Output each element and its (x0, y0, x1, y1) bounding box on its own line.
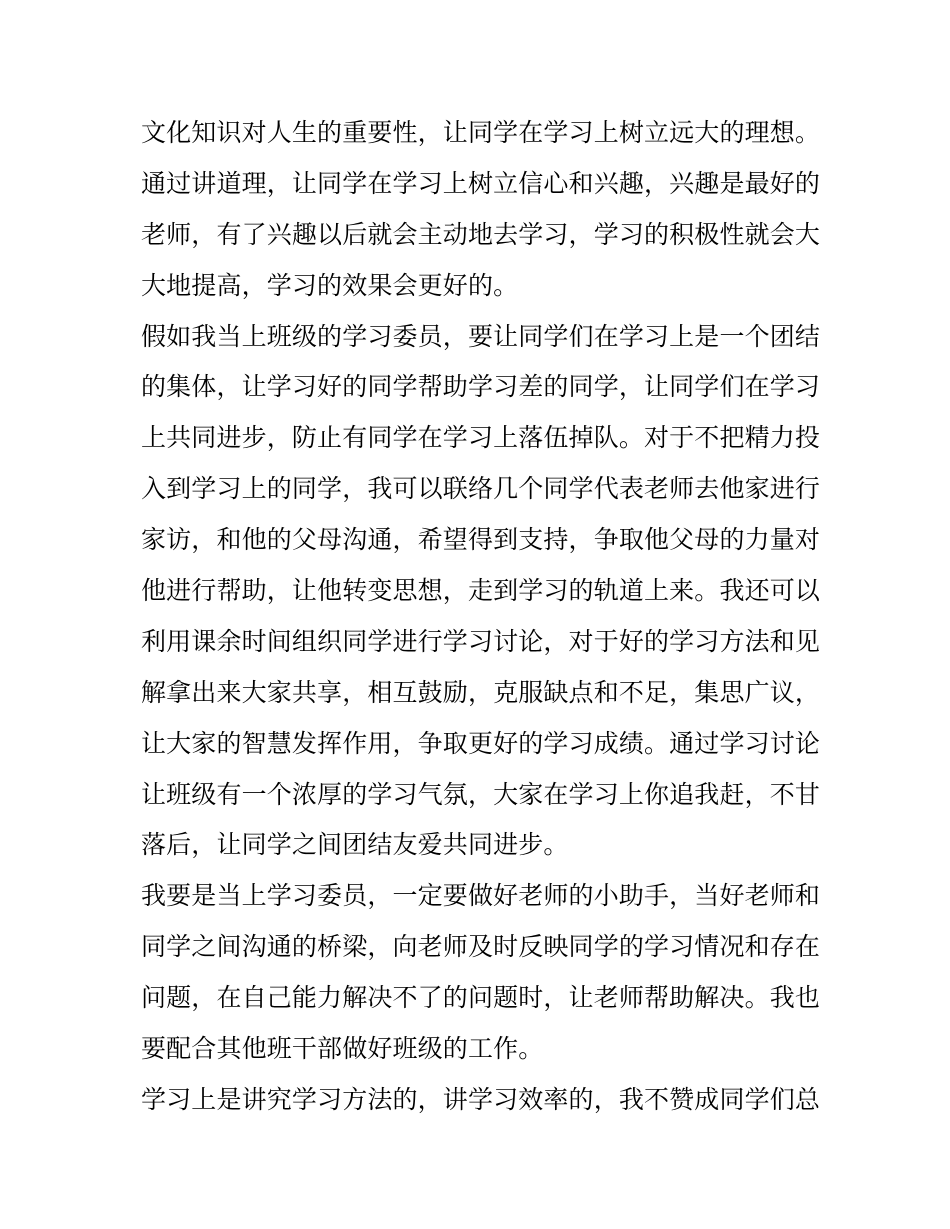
text-line: 同学之间沟通的桥梁，向老师及时反映同学的学习情况和存在 (141, 932, 821, 962)
text-line: 学习上是讲究学习方法的，讲学习效率的，我不赞成同学们总 (141, 1084, 821, 1114)
text-line: 假如我当上班级的学习委员，要让同学们在学习上是一个团结 (141, 321, 821, 351)
text-line: 问题，在自己能力解决不了的问题时，让老师帮助解决。我也 (141, 983, 821, 1013)
text-line: 入到学习上的同学，我可以联络几个同学代表老师去他家进行 (141, 474, 821, 504)
text-line: 通过讲道理，让同学在学习上树立信心和兴趣，兴趣是最好的 (141, 168, 821, 198)
text-line: 文化知识对人生的重要性，让同学在学习上树立远大的理想。 (141, 118, 821, 147)
text-line: 老师，有了兴趣以后就会主动地去学习，学习的积极性就会大 (141, 219, 821, 249)
text-line: 解拿出来大家共享，相互鼓励，克服缺点和不足，集思广议， (141, 677, 821, 707)
text-line: 落后，让同学之间团结友爱共同进步。 (141, 830, 569, 860)
text-line: 大地提高，学习的效果会更好的。 (141, 270, 519, 300)
text-line: 上共同进步，防止有同学在学习上落伍掉队。对于不把精力投 (141, 423, 821, 453)
text-line: 家访，和他的父母沟通，希望得到支持，争取他父母的力量对 (141, 525, 821, 555)
text-line: 的集体，让学习好的同学帮助学习差的同学，让同学们在学习 (141, 372, 821, 402)
text-line: 让大家的智慧发挥作用，争取更好的学习成绩。通过学习讨论 (141, 728, 821, 758)
text-line: 让班级有一个浓厚的学习气氛，大家在学习上你追我赶，不甘 (141, 779, 821, 809)
text-line: 利用课余时间组织同学进行学习讨论，对于好的学习方法和见 (141, 626, 821, 656)
text-line: 要配合其他班干部做好班级的工作。 (141, 1034, 544, 1064)
text-line: 我要是当上学习委员，一定要做好老师的小助手，当好老师和 (141, 881, 821, 911)
body-text (141, 108, 821, 1126)
text-line: 他进行帮助，让他转变思想，走到学习的轨道上来。我还可以 (141, 576, 821, 606)
